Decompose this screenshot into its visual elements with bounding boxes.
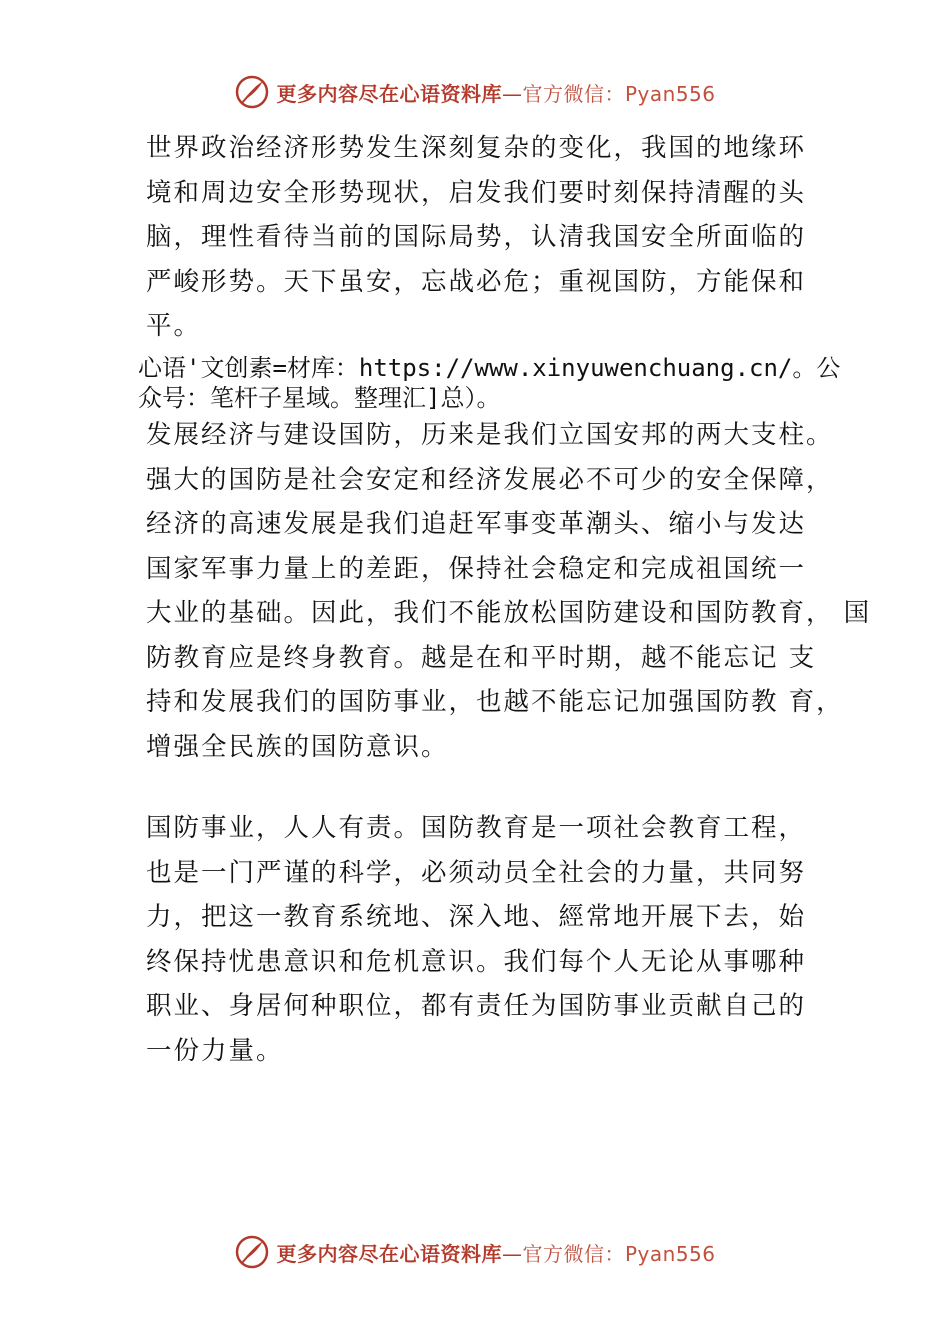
paragraph-2 bbox=[146, 413, 872, 769]
paragraph-line: 国家军事力量上的差距，保持社会稳定和完成祖国统一 bbox=[146, 553, 807, 584]
header-separator: — bbox=[501, 81, 523, 106]
quill-logo-icon bbox=[234, 74, 270, 110]
paragraph-line: 职业、身居何种职位，都有责任为国防事业贡献自己的 bbox=[146, 991, 807, 1021]
footer-wechat-id: Pyan556 bbox=[624, 1241, 716, 1266]
source-note bbox=[138, 353, 858, 413]
paragraph-line: 大业的基础。因此，我们不能放松国防建设和国防教育， 国 bbox=[146, 598, 872, 628]
paragraph-line: 国防事业，人人有责。国防教育是一项社会教育工程， bbox=[146, 813, 807, 843]
paragraph-line: 境和周边安全形势现状，启发我们要时刻保持清醒的头 bbox=[146, 177, 807, 208]
source-note-line: 众号：笔杆子星域。整理汇]总）。 bbox=[138, 384, 501, 412]
paragraph-1 bbox=[146, 126, 846, 349]
paragraph-line: 防教育应是终身教育。越是在和平时期，越不能忘记 支 bbox=[146, 642, 817, 673]
header-wechat-id: Pyan556 bbox=[624, 81, 716, 106]
paragraph-line: 平。 bbox=[146, 311, 202, 341]
paragraph-line: 一份力量。 bbox=[146, 1035, 284, 1066]
footer-banner bbox=[0, 1232, 950, 1272]
header-banner bbox=[0, 72, 950, 112]
source-note-line: 心语'文创素=材库：https://www.xinyuwenchuang.cn/。公 bbox=[138, 354, 841, 382]
paragraph-line: 世界政治经济形势发生深刻复杂的变化，我国的地缘环 bbox=[146, 133, 807, 163]
paragraph-3 bbox=[146, 806, 846, 1073]
paragraph-line: 强大的国防是社会安定和经济发展必不可少的安全保障， bbox=[146, 464, 834, 495]
header-brand: 更多内容尽在心语资料库 bbox=[276, 81, 502, 106]
paragraph-line: 脑，理性看待当前的国际局势，认清我国安全所面临的 bbox=[146, 222, 807, 252]
header-banner-text bbox=[276, 78, 715, 107]
paragraph-line: 力，把这一教育系统地、深入地、經常地开展下去，始 bbox=[146, 902, 807, 932]
footer-separator: — bbox=[501, 1241, 523, 1266]
paragraph-line: 发展经济与建设国防，历来是我们立国安邦的两大支柱。 bbox=[146, 420, 834, 450]
header-wechat-label: 官方微信： bbox=[522, 81, 625, 106]
footer-wechat-label: 官方微信： bbox=[522, 1241, 625, 1266]
paragraph-line: 经济的高速发展是我们追赶军事变革潮头、缩小与发达 bbox=[146, 509, 807, 539]
paragraph-line: 终保持忧患意识和危机意识。我们每个人无论从事哪种 bbox=[146, 946, 807, 977]
paragraph-line: 增强全民族的国防意识。 bbox=[146, 731, 449, 762]
paragraph-line: 也是一门严谨的科学，必须动员全社会的力量，共同努 bbox=[146, 857, 807, 888]
paragraph-line: 持和发展我们的国防事业，也越不能忘记加强国防教 育， bbox=[146, 687, 844, 717]
footer-brand: 更多内容尽在心语资料库 bbox=[276, 1241, 502, 1266]
quill-logo-icon bbox=[234, 1234, 270, 1270]
paragraph-line: 严峻形势。天下虽安，忘战必危；重视国防，方能保和 bbox=[146, 266, 807, 297]
footer-banner-text bbox=[276, 1238, 715, 1267]
